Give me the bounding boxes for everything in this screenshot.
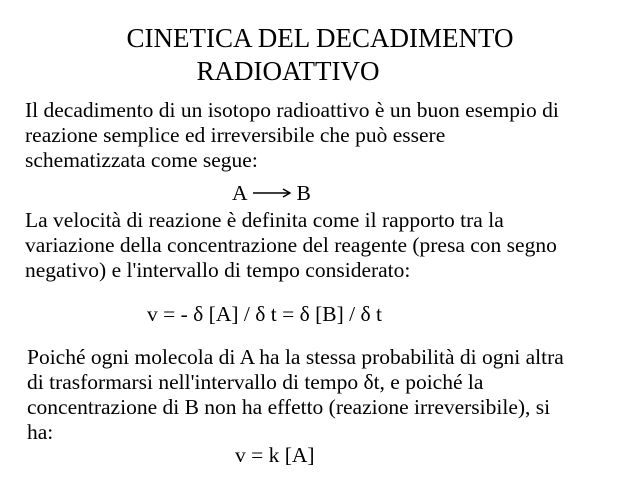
paragraph-line: schematizzata come segue: xyxy=(25,148,258,172)
reaction-scheme xyxy=(232,181,311,206)
paragraph-line: Il decadimento di un isotopo radioattivo è un buon esempio di xyxy=(25,98,559,122)
paragraph-line: ha: xyxy=(27,420,54,444)
paragraph-line: Poiché ogni molecola di A ha la stessa probabilità di ogni altra xyxy=(27,345,564,369)
product-label: B xyxy=(296,181,311,205)
title-line-2: RADIOATTIVO xyxy=(196,56,380,86)
right-arrow-icon xyxy=(251,181,295,206)
paragraph-line: negativo) e l'intervallo di tempo considerato: xyxy=(25,258,411,282)
slide-title xyxy=(0,22,640,88)
paragraph-line: variazione della concentrazione del reagente (presa con segno xyxy=(25,233,557,257)
probability-paragraph xyxy=(27,345,637,445)
rate-definition-paragraph xyxy=(25,208,635,283)
paragraph-line: reazione semplice ed irreversibile che può essere xyxy=(25,123,446,147)
paragraph-line: concentrazione di B non ha effetto (reazione irreversibile), si xyxy=(27,395,551,419)
title-line-1: CINETICA DEL DECADIMENTO xyxy=(126,23,514,53)
rate-law-formula: v = k [A] xyxy=(235,443,315,467)
reactant-label: A xyxy=(232,181,248,205)
paragraph-line: di trasformarsi nell'intervallo di tempo δt, e poiché la xyxy=(27,370,484,394)
paragraph-line: La velocità di reazione è definita come il rapporto tra la xyxy=(25,208,504,232)
rate-formula: v = - δ [A] / δ t = δ [B] / δ t xyxy=(147,302,382,326)
intro-paragraph xyxy=(25,98,635,173)
